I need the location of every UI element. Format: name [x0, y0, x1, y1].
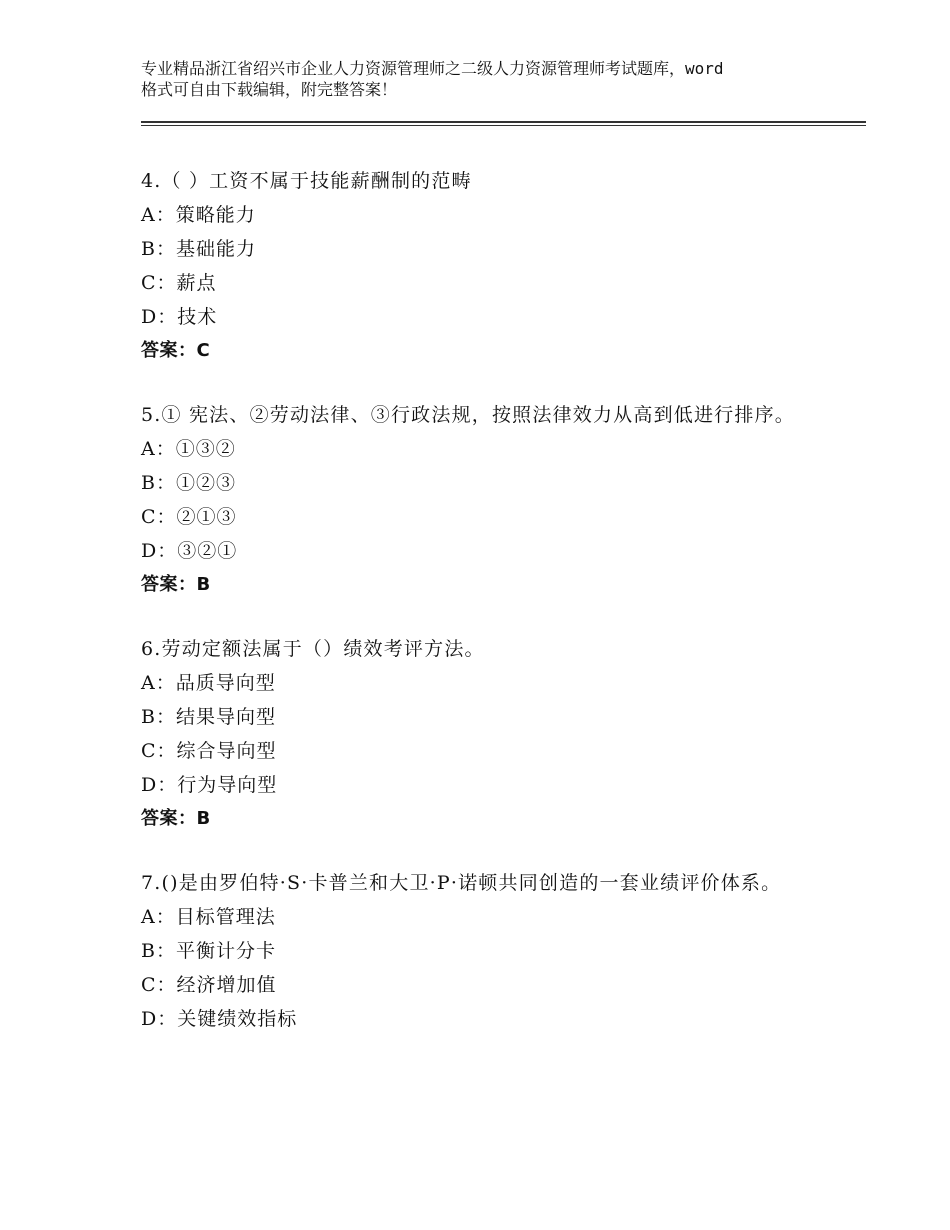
- option-b: B：①②③: [141, 472, 236, 494]
- option-d: D：③②①: [141, 540, 238, 562]
- option-a: A：①③②: [141, 438, 236, 460]
- header-title-line-1: 专业精品浙江省绍兴市企业人力资源管理师之二级人力资源管理师考试题库，word: [141, 59, 724, 78]
- option-c: C：综合导向型: [141, 740, 277, 762]
- header-divider-thick: [141, 121, 866, 123]
- option-a: A：品质导向型: [141, 672, 276, 694]
- option-c: C：经济增加值: [141, 974, 277, 996]
- option-b: B：平衡计分卡: [141, 940, 276, 962]
- question-4: [141, 164, 831, 368]
- question-6: [141, 632, 831, 836]
- option-c: C：②①③: [141, 506, 237, 528]
- option-a: A：策略能力: [141, 204, 256, 226]
- option-a: A：目标管理法: [141, 906, 276, 928]
- question-7: [141, 866, 831, 1036]
- option-d: D：技术: [141, 306, 218, 328]
- option-b: B：结果导向型: [141, 706, 276, 728]
- answer-line: 答案：B: [141, 808, 211, 829]
- question-stem: 7.()是由罗伯特·S·卡普兰和大卫·P·诺顿共同创造的一套业绩评价体系。: [141, 872, 782, 894]
- answer-line: 答案：C: [141, 340, 211, 361]
- question-list: [141, 164, 831, 1066]
- document-header: [141, 58, 841, 100]
- question-stem: 4.（ ）工资不属于技能薪酬制的范畴: [141, 170, 472, 192]
- question-stem: 6.劳动定额法属于（）绩效考评方法。: [141, 638, 485, 660]
- option-b: B：基础能力: [141, 238, 256, 260]
- question-5: [141, 398, 831, 602]
- option-c: C：薪点: [141, 272, 217, 294]
- header-divider-thin: [141, 125, 866, 126]
- answer-line: 答案：B: [141, 574, 211, 595]
- option-d: D：行为导向型: [141, 774, 278, 796]
- option-d: D：关键绩效指标: [141, 1008, 298, 1030]
- header-title-line-2: 格式可自由下载编辑，附完整答案！: [141, 80, 398, 99]
- question-stem: 5.① 宪法、②劳动法律、③行政法规，按照法律效力从高到低进行排序。: [141, 404, 795, 426]
